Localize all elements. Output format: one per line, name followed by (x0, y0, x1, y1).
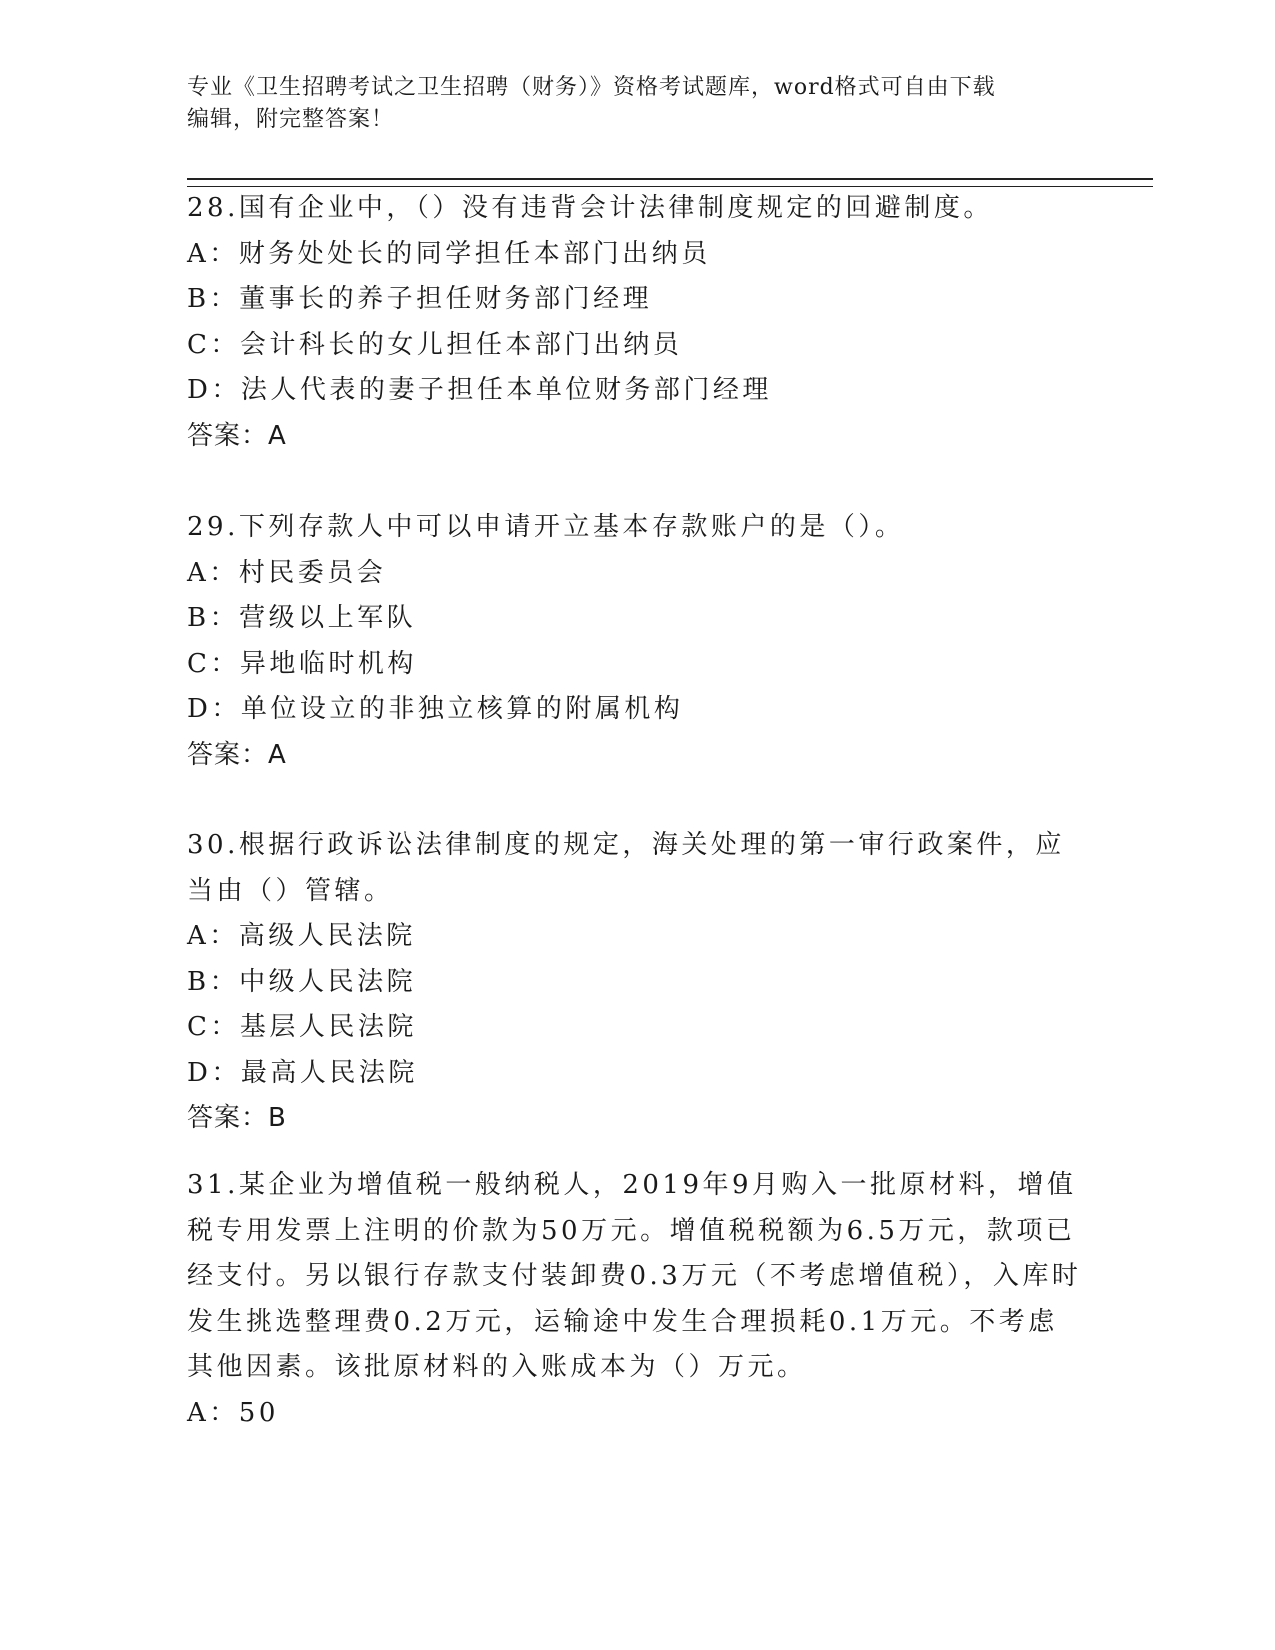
answer-label: 答案：A (187, 420, 287, 451)
question-30 (187, 823, 1087, 1142)
question-stem: 28.国有企业中，（）没有违背会计法律制度规定的回避制度。 (187, 193, 993, 223)
question-28 (187, 186, 1087, 459)
option-d: D：最高人民法院 (187, 1057, 418, 1088)
option-d: D：单位设立的非独立核算的附属机构 (187, 694, 684, 724)
question-29 (187, 505, 1087, 778)
option-b: B：董事长的养子担任财务部门经理 (187, 284, 653, 314)
header-line-1: 专业《卫生招聘考试之卫生招聘（财务）》资格考试题库，word格式可自由下载 (187, 75, 996, 100)
option-a: A：50 (187, 1397, 279, 1428)
header-line-2: 编辑，附完整答案！ (187, 107, 395, 132)
answer-label: 答案：B (187, 1103, 287, 1133)
question-stem: 31.某企业为增值税一般纳税人，2019年9月购入一批原材料，增值税专用发票上注明的价款为50万元。增值税税额为6.5万元，款项已经支付。另以银行存款支付装卸费0.3万元（不考虑增值税），入库时发生挑选整理费0.2万元，运输途中发生合理损耗0.1万元。不考虑其他因素。该批原材料的入账成本为（）万元。 (187, 1170, 1082, 1382)
option-d: D：法人代表的妻子担任本单位财务部门经理 (187, 375, 772, 405)
document-header (187, 72, 1087, 136)
option-b: B：中级人民法院 (187, 966, 417, 997)
option-a: A：高级人民法院 (187, 921, 416, 951)
option-c: C：异地临时机构 (187, 648, 417, 679)
question-stem: 29.下列存款人中可以申请开立基本存款账户的是（）。 (187, 512, 905, 542)
question-stem: 30.根据行政诉讼法律制度的规定，海关处理的第一审行政案件，应当由（）管辖。 (187, 830, 1065, 906)
option-a: A：村民委员会 (187, 557, 387, 588)
option-c: C：基层人民法院 (187, 1012, 417, 1042)
answer-label: 答案：A (187, 739, 287, 770)
option-b: B：营级以上军队 (187, 603, 417, 633)
question-31 (187, 1163, 1087, 1436)
option-c: C：会计科长的女儿担任本部门出纳员 (187, 329, 683, 360)
option-a: A：财务处处长的同学担任本部门出纳员 (187, 238, 711, 269)
